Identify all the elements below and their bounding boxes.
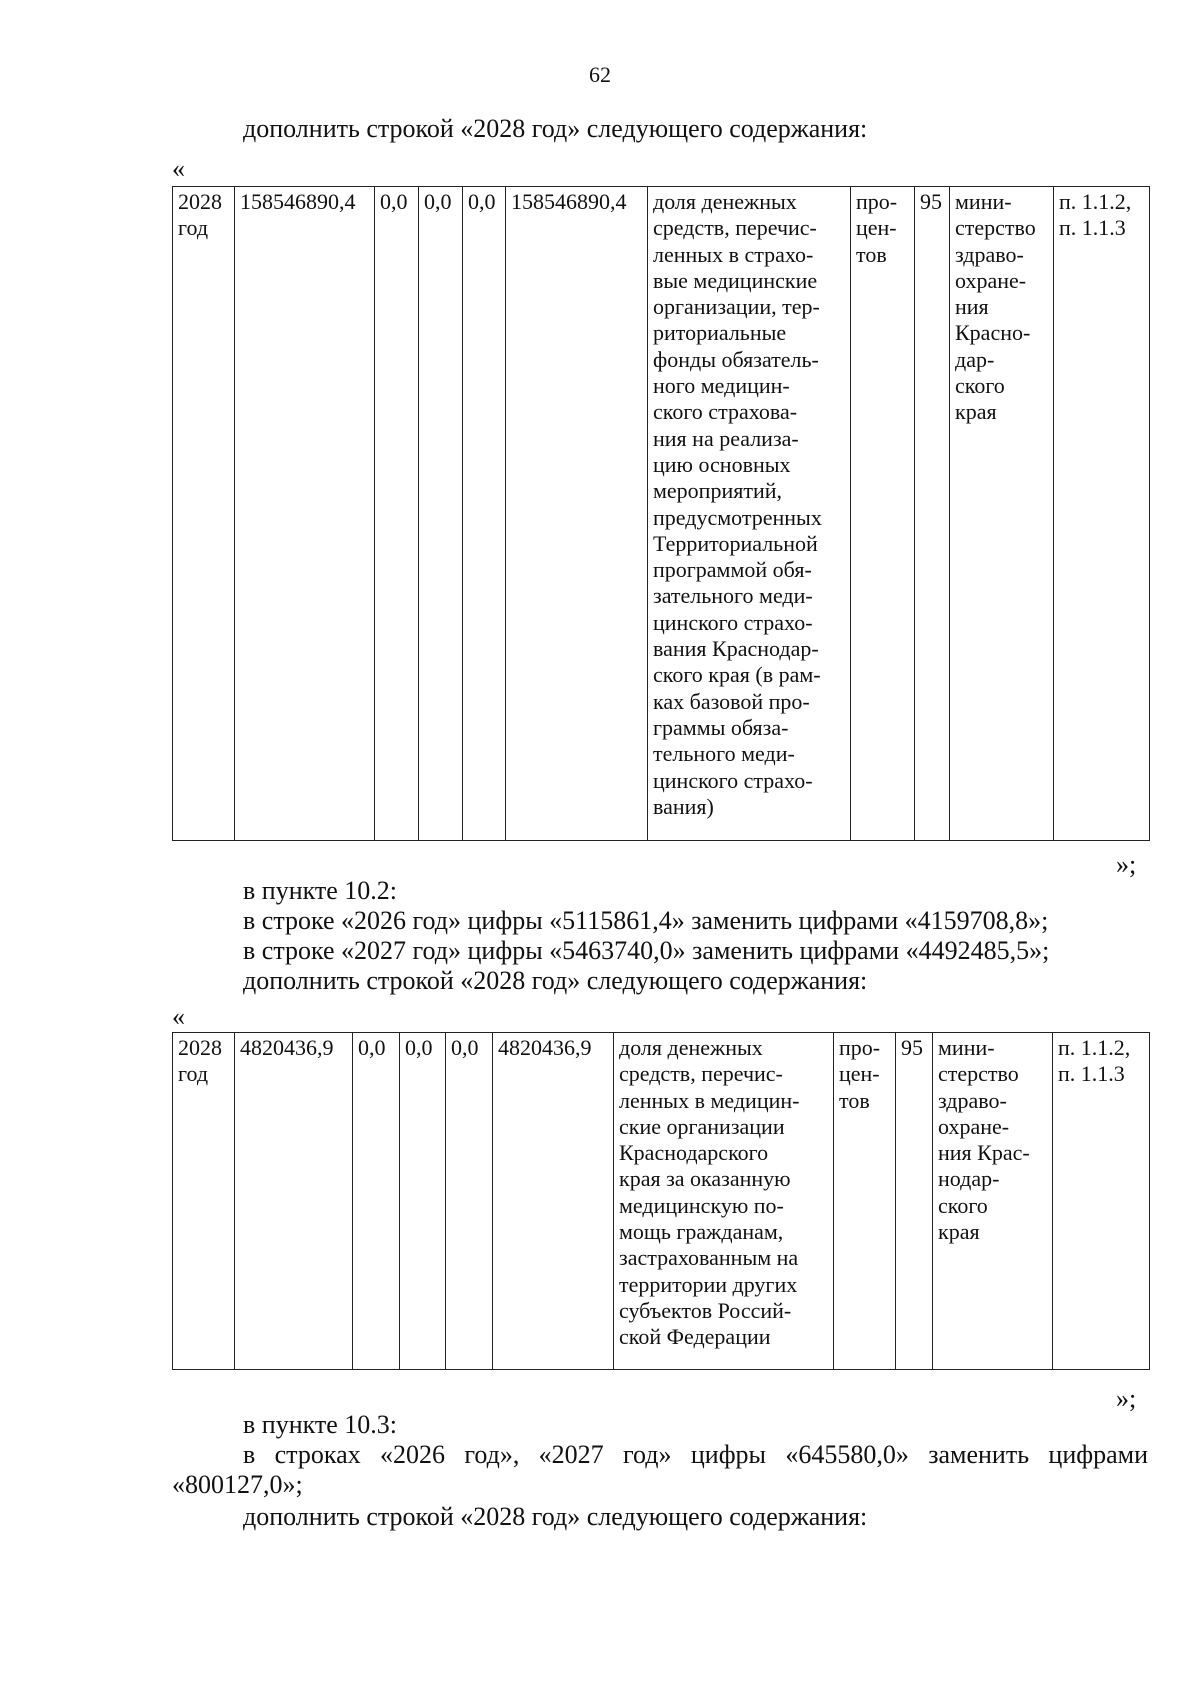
section-10-2-heading: в пункте 10.2: <box>243 876 398 905</box>
section-10-3-line2: дополнить строкой «2028 год» следующего содержания: <box>243 1502 868 1531</box>
section-10-3-line1: в строках «2026 год», «2027 год» цифры «645580,0» заменить цифрами <box>243 1440 1148 1469</box>
section-10-2-line3: дополнить строкой «2028 год» следующего содержания: <box>243 966 868 995</box>
table1-close-quote: »; <box>1116 850 1137 879</box>
table1-col4-cell: 0,0 <box>419 187 463 841</box>
section-10-2-line2: в строке «2027 год» цифры «5463740,0» заменить цифрами «4492485,5»; <box>243 936 1050 965</box>
intro-text: дополнить строкой «2028 год» следующего содержания: <box>243 114 868 143</box>
table2-value-cell: 95 <box>896 1033 933 1370</box>
table1-row-2028 <box>173 187 1150 841</box>
table1-col6-cell: 158546890,4 <box>506 187 648 841</box>
table2-open-quote: « <box>172 1002 185 1031</box>
table2-close-quote: »; <box>1116 1384 1137 1413</box>
table1-total-cell: 158546890,4 <box>235 187 375 841</box>
table2-col4-cell: 0,0 <box>400 1033 446 1370</box>
table2-indicator-cell: доля денежных средств, перечис- ленных в медицин- ские организации Краснодарского края за оказанную медицинскую по- мощь гражданам, застрахованным на территории других субъектов Россий- ской Федерации <box>614 1033 834 1370</box>
section-10-3-line1-cont: «800127,0»; <box>172 1470 303 1499</box>
page-number: 62 <box>589 62 611 87</box>
table2-total-cell: 4820436,9 <box>235 1033 353 1370</box>
table1-unit-cell: про- цен- тов <box>851 187 915 841</box>
table1-indicator-cell: доля денежных средств, перечис- ленных в страхо- вые медицинские организации, тер- риториальные фонды обязатель- ного медицин- ского страхова- ния на реализа- цию основных мероприятий, предусмотренных Территориальной программой обя- зательного меди- цинского страхо- вания Краснодар- ского края (в рам- ках базовой про- граммы обяза- тельного меди- цинского страхо- вания) <box>648 187 851 841</box>
table2-executor-cell: мини- стерство здраво- охране- ния Крас- нодар- ского края <box>933 1033 1053 1370</box>
table1-executor-cell: мини- стерство здраво- охране- ния Красно- дар- ского края <box>950 187 1054 841</box>
table2-col3-cell: 0,0 <box>353 1033 400 1370</box>
table1-year-cell: 2028 год <box>173 187 235 841</box>
table2-unit-cell: про- цен- тов <box>834 1033 896 1370</box>
table1-open-quote: « <box>172 154 185 183</box>
table2-col5-cell: 0,0 <box>446 1033 493 1370</box>
table2-row-2028 <box>173 1033 1150 1370</box>
table2-col6-cell: 4820436,9 <box>493 1033 614 1370</box>
table2 <box>172 1032 1150 1370</box>
table1 <box>172 186 1150 841</box>
section-10-2-line1: в строке «2026 год» цифры «5115861,4» заменить цифрами «4159708,8»; <box>243 906 1049 935</box>
table1-value-cell: 95 <box>915 187 950 841</box>
table1-col5-cell: 0,0 <box>463 187 506 841</box>
table2-year-cell: 2028 год <box>173 1033 235 1370</box>
table1-items-cell: п. 1.1.2, п. 1.1.3 <box>1054 187 1150 841</box>
table2-items-cell: п. 1.1.2, п. 1.1.3 <box>1053 1033 1150 1370</box>
table1-col3-cell: 0,0 <box>375 187 419 841</box>
section-10-3-heading: в пункте 10.3: <box>243 1410 398 1439</box>
